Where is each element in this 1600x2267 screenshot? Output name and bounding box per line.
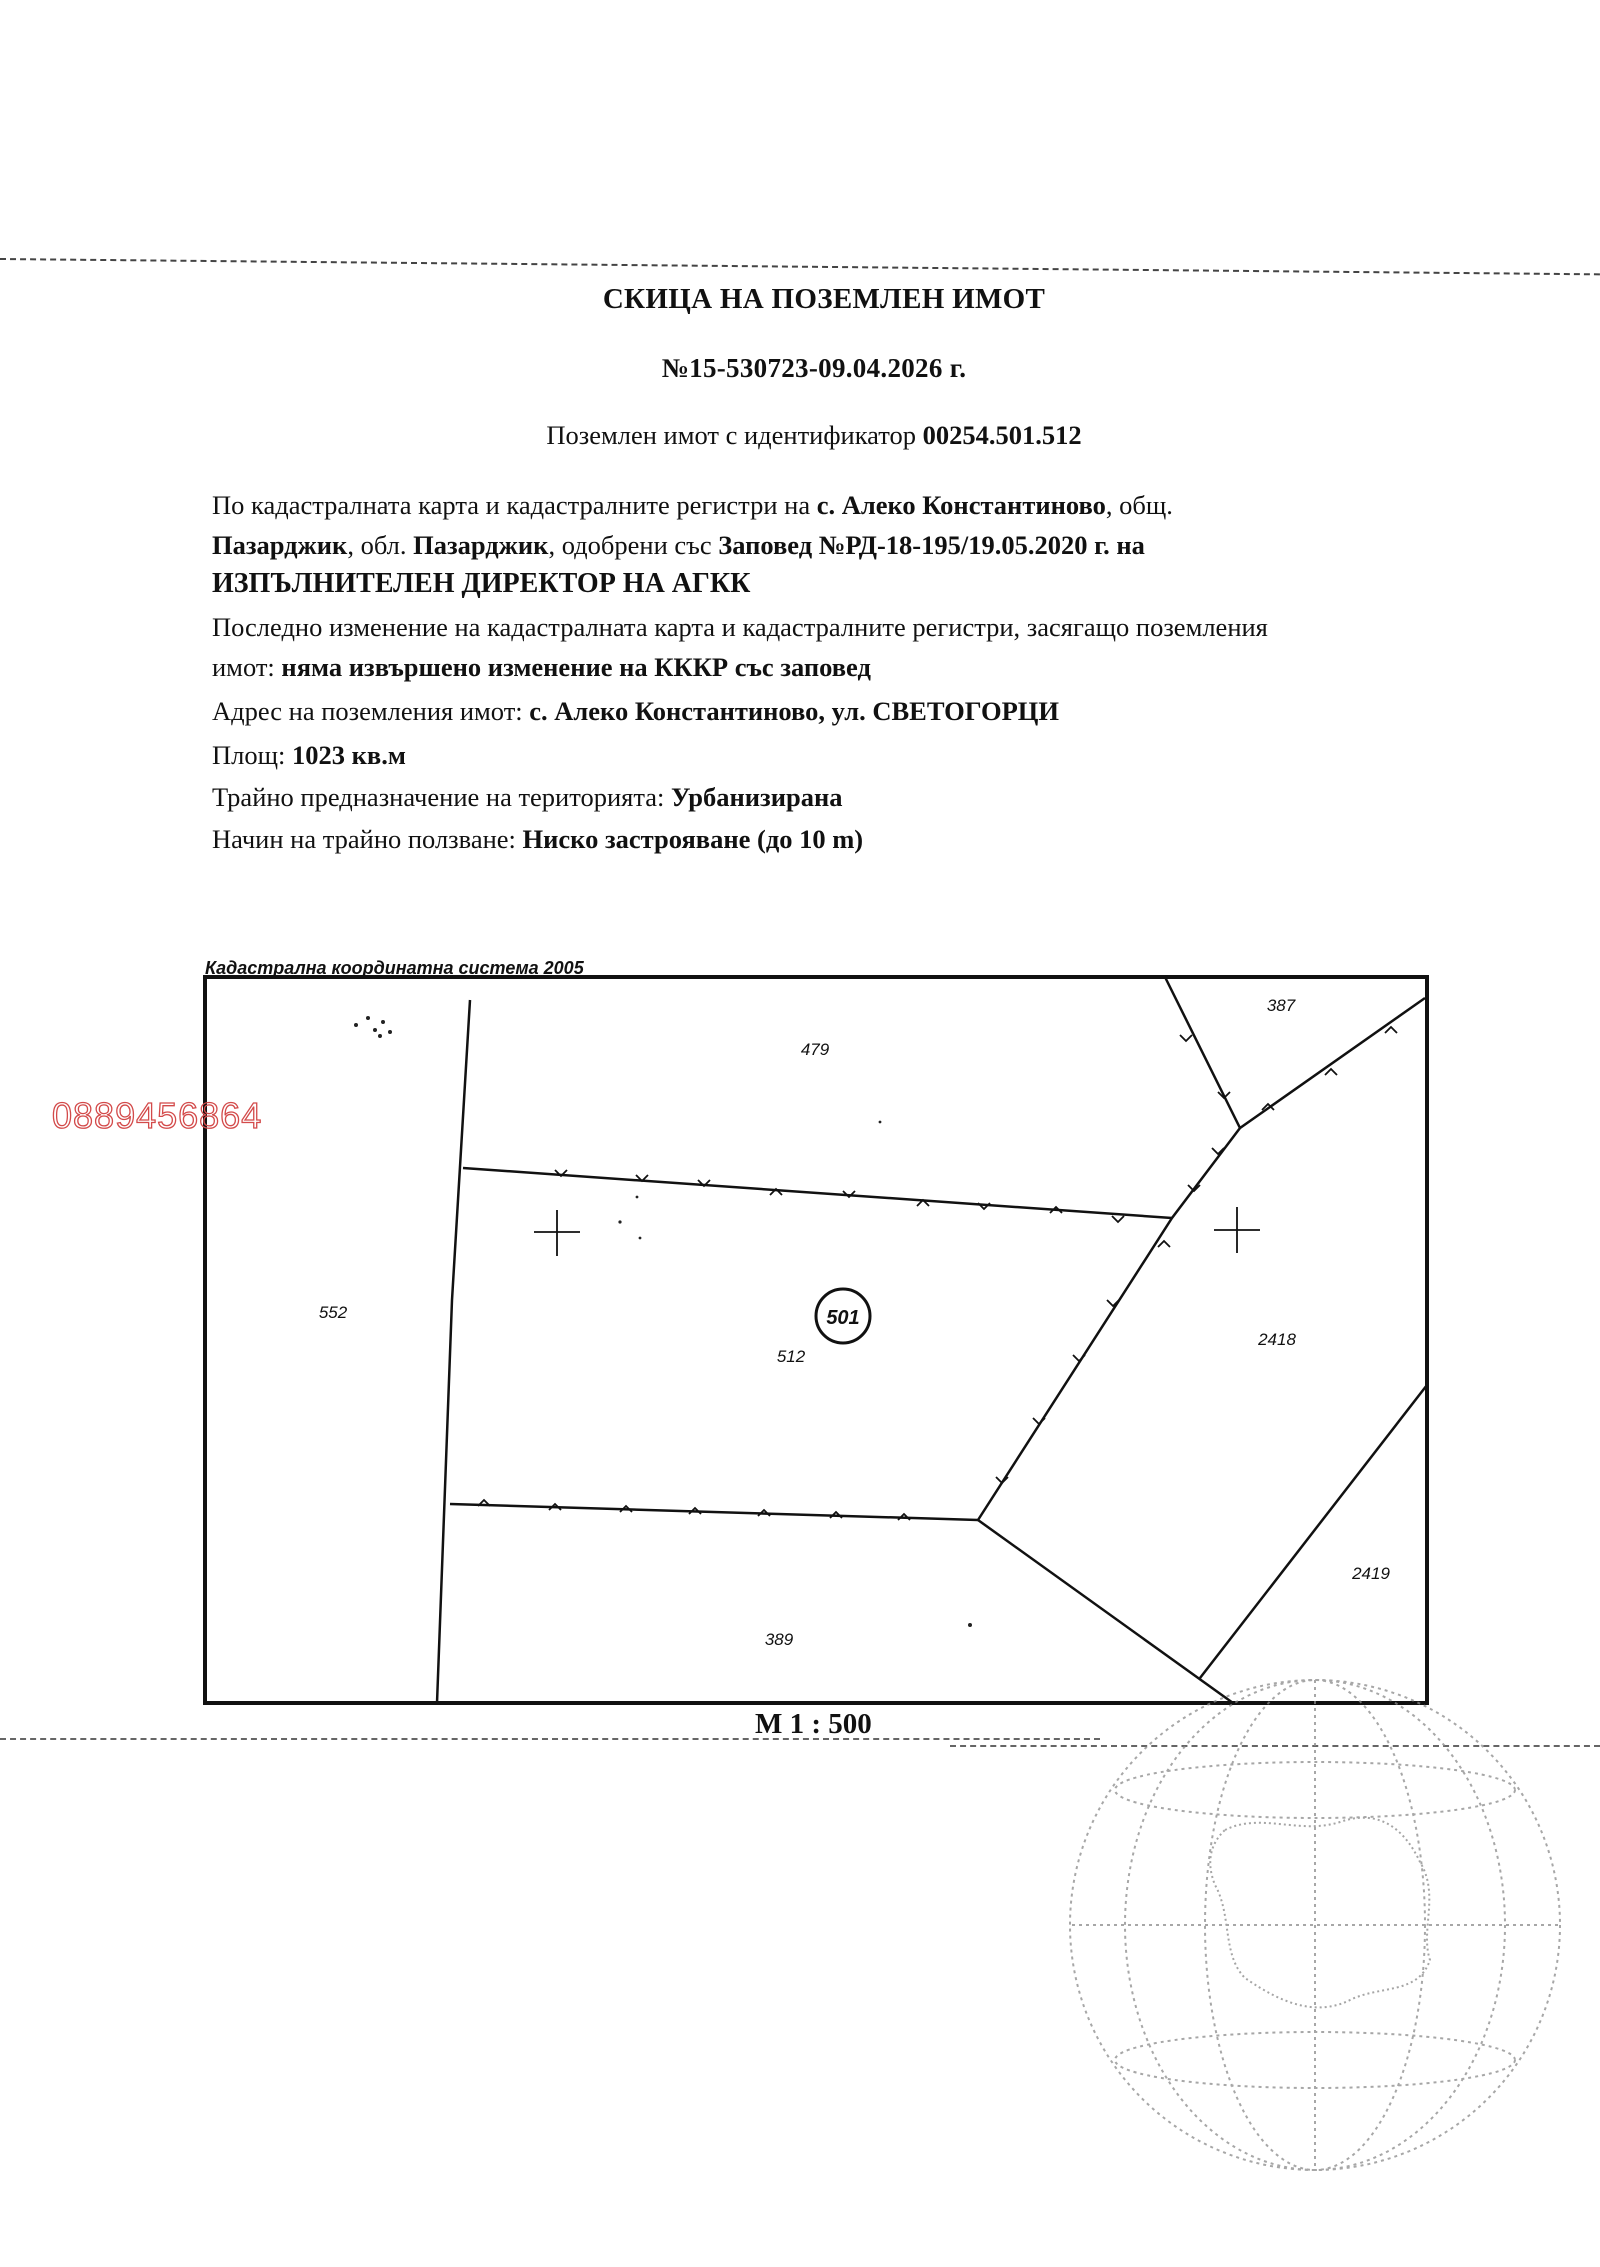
order-reference: Заповед №РД-18-195/19.05.2020 г. на	[718, 530, 1145, 560]
boundary-ticks	[478, 1027, 1397, 1520]
usage-label: Начин на трайно ползване:	[212, 824, 523, 854]
scan-specks	[354, 1016, 972, 1627]
text-fragment: По кадастралната карта и кадастралните регистри на	[212, 490, 817, 520]
country-outline	[1210, 1818, 1430, 2008]
authority-name: ИЗПЪЛНИТЕЛЕН ДИРЕКТОР НА АГКК	[212, 568, 751, 599]
boundary-2418-2419	[1200, 1385, 1427, 1678]
address-value: с. Алеко Константиново, ул. СВЕТОГОРЦИ	[529, 696, 1060, 726]
address-label: Адрес на поземления имот:	[212, 696, 530, 726]
text-fragment: , обл.	[347, 530, 414, 560]
identifier-value: 00254.501.512	[922, 420, 1082, 450]
parcel-label: 2418	[1258, 1330, 1296, 1349]
area-value: 1023 кв.м	[292, 740, 406, 770]
parcel-label: 512	[776, 1347, 806, 1366]
boundary-552-west	[437, 1000, 470, 1703]
boundary-512-south	[450, 1504, 978, 1520]
purpose-label: Трайно предназначение на територията:	[212, 782, 671, 812]
boundary-389-2418	[978, 1520, 1233, 1703]
boundary-512-east	[978, 1128, 1240, 1520]
parcel-label: 389	[764, 1630, 794, 1649]
text-fragment: , одобрени със	[548, 530, 719, 560]
block-number-label: 501	[826, 1307, 860, 1329]
boundary-512-north	[463, 1168, 1172, 1218]
text-fragment: , общ.	[1105, 490, 1173, 520]
last-change-text: Последно изменение на кадастралната карта и кадастралните регистри, засягащо поземления	[212, 612, 1268, 642]
last-change-value: няма извършено изменение на КККР със заповед	[281, 652, 871, 682]
map-frame	[205, 977, 1427, 1703]
parcel-label: 387	[1266, 996, 1296, 1015]
parcel-label: 552	[318, 1303, 348, 1322]
village-name: с. Алеко Константиново	[816, 490, 1106, 520]
globe-emblem	[1070, 1680, 1560, 2170]
map-caption: Кадастрална координатна система 2005	[205, 958, 584, 978]
region-name: Пазарджик	[413, 530, 549, 560]
parcel-label: 2419	[1352, 1564, 1390, 1583]
text-fragment: имот:	[212, 652, 282, 682]
identifier-label: Поземлен имот с идентификатор	[546, 420, 923, 450]
parcel-label: 479	[800, 1040, 830, 1059]
area-label: Площ:	[212, 740, 293, 770]
municipality-name: Пазарджик	[212, 530, 348, 560]
block-number-marker	[816, 1289, 870, 1343]
usage-value: Ниско застрояване (до 10 m)	[522, 824, 864, 854]
document-title: СКИЦА НА ПОЗЕМЛЕН ИМОТ	[602, 283, 1046, 315]
document-number: №15-530723-09.04.2026 г.	[661, 353, 967, 383]
purpose-value: Урбанизирана	[671, 782, 843, 812]
map-scale: М 1 : 500	[755, 1708, 872, 1740]
phone-watermark: 0889456864	[52, 1095, 263, 1136]
